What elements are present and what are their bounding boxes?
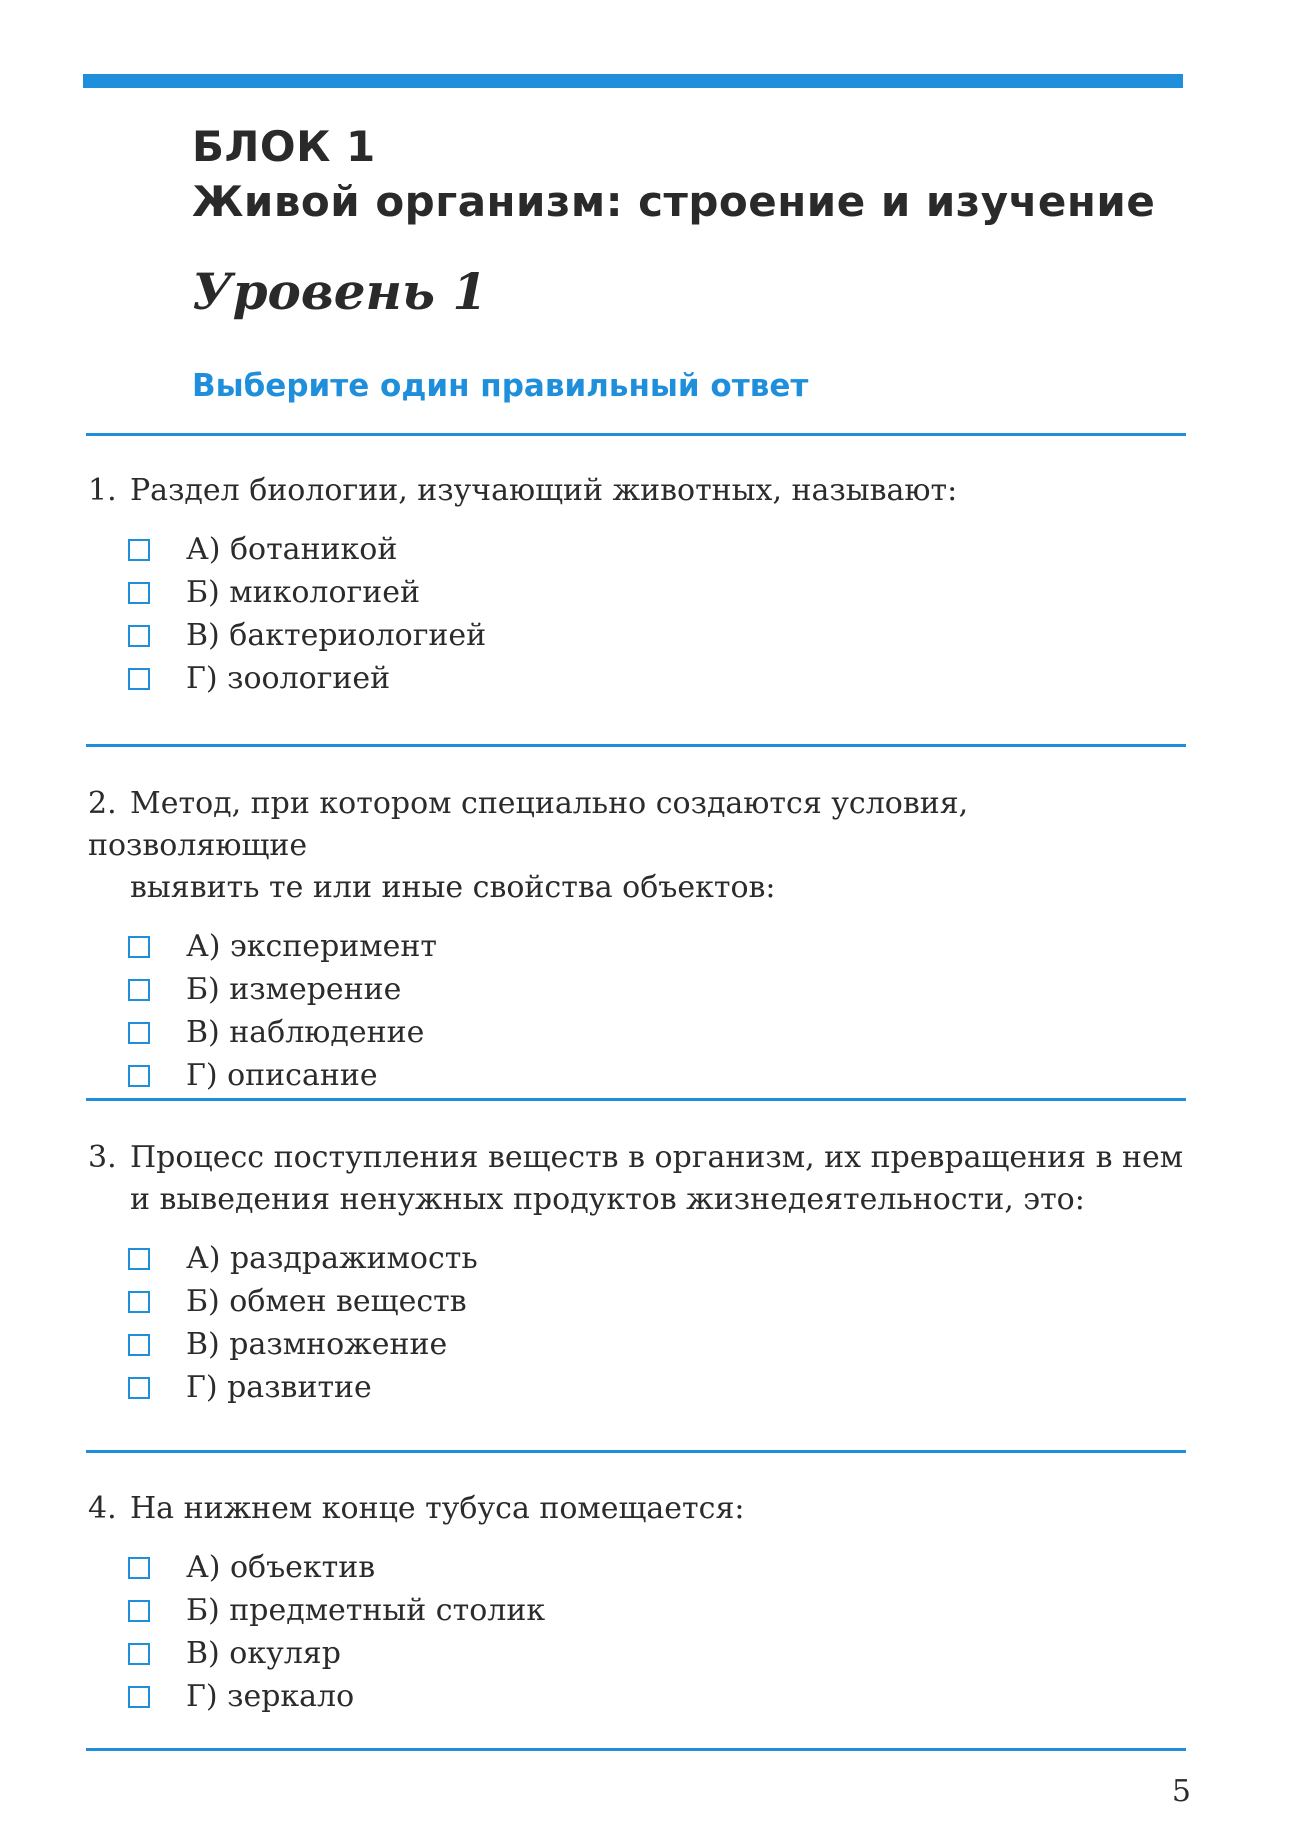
- question-line-2: выявить те или иные свойства объектов:: [130, 870, 776, 905]
- checkbox-icon[interactable]: [128, 1557, 150, 1579]
- answer-option[interactable]: [88, 1237, 1188, 1280]
- answer-option[interactable]: [88, 1054, 1188, 1097]
- checkbox-icon[interactable]: [128, 539, 150, 561]
- instruction-text: Выберите один правильный ответ: [192, 368, 809, 404]
- divider: [86, 433, 1186, 436]
- question-3: [88, 1137, 1188, 1409]
- answer-option[interactable]: [88, 1323, 1188, 1366]
- answer-option[interactable]: [88, 571, 1188, 614]
- checkbox-icon[interactable]: [128, 936, 150, 958]
- block-heading: [192, 120, 1155, 229]
- question-text: [88, 783, 1188, 909]
- option-label: В) бактериологией: [186, 618, 487, 653]
- answer-option[interactable]: [88, 968, 1188, 1011]
- checkbox-icon[interactable]: [128, 1600, 150, 1622]
- checkbox-icon[interactable]: [128, 1686, 150, 1708]
- answer-option[interactable]: [88, 528, 1188, 571]
- question-number: 1.: [88, 473, 117, 508]
- checkbox-icon[interactable]: [128, 1334, 150, 1356]
- option-label: Г) развитие: [186, 1370, 372, 1405]
- answer-options: [88, 1546, 1188, 1718]
- checkbox-icon[interactable]: [128, 1065, 150, 1087]
- level-heading: Уровень 1: [192, 262, 488, 321]
- answer-option[interactable]: [88, 1546, 1188, 1589]
- option-label: А) эксперимент: [186, 929, 437, 964]
- answer-option[interactable]: [88, 925, 1188, 968]
- option-label: Г) описание: [186, 1058, 378, 1093]
- checkbox-icon[interactable]: [128, 1377, 150, 1399]
- block-title: Живой организм: строение и изучение: [192, 176, 1156, 226]
- answer-options: [88, 528, 1188, 700]
- question-number: 2.: [88, 786, 117, 821]
- option-label: А) объектив: [186, 1550, 376, 1585]
- option-label: Г) зеркало: [186, 1679, 355, 1714]
- option-label: В) размножение: [186, 1327, 448, 1362]
- question-text: [88, 1137, 1188, 1221]
- answer-options: [88, 925, 1188, 1097]
- option-label: А) ботаникой: [186, 532, 398, 567]
- answer-option[interactable]: [88, 614, 1188, 657]
- option-label: В) наблюдение: [186, 1015, 425, 1050]
- checkbox-icon[interactable]: [128, 1248, 150, 1270]
- option-label: Б) предметный столик: [186, 1593, 546, 1628]
- divider: [86, 1450, 1186, 1453]
- checkbox-icon[interactable]: [128, 1022, 150, 1044]
- answer-options: [88, 1237, 1188, 1409]
- question-number: 4.: [88, 1491, 117, 1526]
- checkbox-icon[interactable]: [128, 1291, 150, 1313]
- checkbox-icon[interactable]: [128, 582, 150, 604]
- option-label: Б) измерение: [186, 972, 402, 1007]
- page-number: 5: [1171, 1774, 1191, 1809]
- question-number: 3.: [88, 1140, 117, 1175]
- option-label: Б) микологией: [186, 575, 421, 610]
- question-line-1: Процесс поступления веществ в организм, их превращения в нем: [130, 1140, 1184, 1175]
- answer-option[interactable]: [88, 657, 1188, 700]
- option-label: Г) зоологией: [186, 661, 391, 696]
- divider: [86, 744, 1186, 747]
- question-2: [88, 783, 1188, 1097]
- top-accent-bar: [83, 74, 1183, 88]
- question-1: [88, 470, 1188, 700]
- divider: [86, 1748, 1186, 1751]
- divider: [86, 1098, 1186, 1101]
- answer-option[interactable]: [88, 1366, 1188, 1409]
- question-line-2: и выведения ненужных продуктов жизнедеятельности, это:: [130, 1182, 1085, 1217]
- option-label: А) раздражимость: [186, 1241, 478, 1276]
- answer-option[interactable]: [88, 1011, 1188, 1054]
- question-4: [88, 1488, 1188, 1718]
- question-text: [88, 470, 1188, 512]
- checkbox-icon[interactable]: [128, 668, 150, 690]
- option-label: В) окуляр: [186, 1636, 341, 1671]
- checkbox-icon[interactable]: [128, 625, 150, 647]
- block-label: БЛОК 1: [192, 122, 376, 171]
- answer-option[interactable]: [88, 1675, 1188, 1718]
- checkbox-icon[interactable]: [128, 1643, 150, 1665]
- question-line-1: Раздел биологии, изучающий животных, называют:: [130, 473, 958, 508]
- question-line-1: Метод, при котором специально создаются условия, позволяющие: [88, 786, 969, 863]
- answer-option[interactable]: [88, 1589, 1188, 1632]
- option-label: Б) обмен веществ: [186, 1284, 467, 1319]
- answer-option[interactable]: [88, 1280, 1188, 1323]
- question-line-1: На нижнем конце тубуса помещается:: [130, 1491, 745, 1526]
- answer-option[interactable]: [88, 1632, 1188, 1675]
- question-text: [88, 1488, 1188, 1530]
- checkbox-icon[interactable]: [128, 979, 150, 1001]
